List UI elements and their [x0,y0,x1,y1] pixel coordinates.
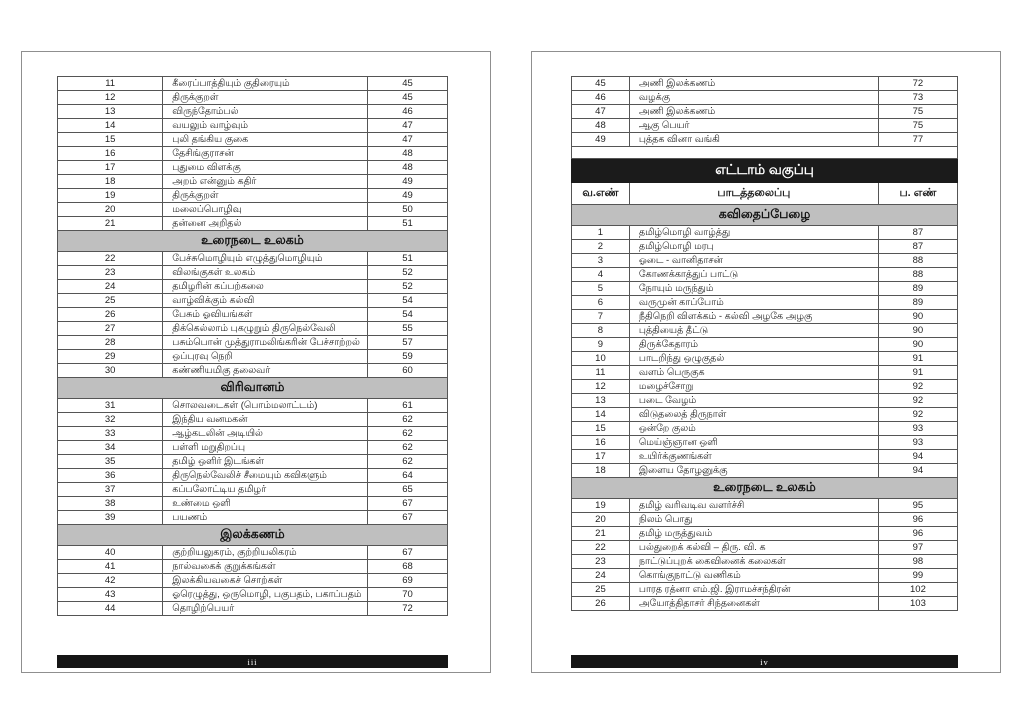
toc-row [58,511,448,525]
grade-header: எட்டாம் வகுப்பு [572,159,958,183]
row-title: பள்ளி மறுதிறப்பு [163,441,368,455]
row-number: 19 [58,189,163,203]
row-title: மழைச்சோறு [629,380,878,394]
page-number-label: iv [760,656,769,667]
row-title: கண்ணியமிகு தலைவர் [163,364,368,378]
row-title: கோணக்காத்துப் பாட்டு [629,268,878,282]
column-header-title: பாடத்தலைப்பு [629,183,878,205]
row-title: மலைப்பொழிவு [163,203,368,217]
row-title: வயலும் வாழ்வும் [163,119,368,133]
row-page: 52 [368,266,448,280]
toc-row [572,324,958,338]
toc-row [572,408,958,422]
spacer-row [572,147,958,159]
row-number: 21 [58,217,163,231]
column-header-serial: வ.எண் [572,183,630,205]
row-number: 47 [572,105,630,119]
row-number: 26 [572,597,630,611]
toc-row [572,240,958,254]
toc-row [572,366,958,380]
row-title: பசும்பொன் முத்துராமலிங்கரின் பேச்சாற்றல் [163,336,368,350]
row-page: 46 [368,105,448,119]
row-page: 47 [368,133,448,147]
row-number: 18 [58,175,163,189]
row-title: நீதிநெறி விளக்கம் - கல்வி அழகே அழகு [629,310,878,324]
row-number: 32 [58,413,163,427]
row-page: 59 [368,350,448,364]
toc-row [58,217,448,231]
section-header: உரைநடை உலகம் [58,231,448,252]
toc-row [58,308,448,322]
row-page: 88 [878,268,957,282]
row-page: 62 [368,413,448,427]
row-title: பயணம் [163,511,368,525]
row-title: ஓரெழுத்து, ஒருமொழி, பகுபதம், பகாப்பதம் [163,588,368,602]
toc-row [572,380,958,394]
toc-row [58,413,448,427]
row-page: 77 [878,133,957,147]
row-title: நிலம் பொது [629,513,878,527]
row-page: 99 [878,569,957,583]
toc-row [572,133,958,147]
row-title: பல்துறைக் கல்வி – திரு. வி. க [629,541,878,555]
row-number: 13 [572,394,630,408]
row-title: கீரைப்பாத்தியும் குதிரையும் [163,77,368,91]
row-page: 94 [878,464,957,478]
toc-row [572,513,958,527]
row-title: வழக்கு [629,91,878,105]
toc-row [58,574,448,588]
row-title: பாடறிந்து ஒழுகுதல் [629,352,878,366]
row-number: 1 [572,226,630,240]
toc-row [58,294,448,308]
row-page: 67 [368,546,448,560]
toc-row [58,147,448,161]
row-page: 70 [368,588,448,602]
row-page: 93 [878,422,957,436]
row-title: தமிழ்மொழி மரபு [629,240,878,254]
row-title: வருமுன் காப்போம் [629,296,878,310]
toc-row [58,252,448,266]
row-number: 20 [58,203,163,217]
row-page: 67 [368,511,448,525]
toc-row [58,266,448,280]
toc-row [58,364,448,378]
row-page: 72 [878,77,957,91]
toc-row [572,77,958,91]
row-page: 103 [878,597,957,611]
row-title: கப்பலோட்டிய தமிழர் [163,483,368,497]
row-page: 75 [878,105,957,119]
row-page: 96 [878,527,957,541]
row-title: தமிழ் மருத்துவம் [629,527,878,541]
row-title: தொழிற்பெயர் [163,602,368,616]
toc-row [572,499,958,513]
toc-row [58,560,448,574]
row-page: 57 [368,336,448,350]
row-number: 11 [572,366,630,380]
row-page: 90 [878,338,957,352]
row-page: 88 [878,254,957,268]
row-page: 49 [368,175,448,189]
row-page: 51 [368,217,448,231]
toc-row [58,189,448,203]
row-number: 5 [572,282,630,296]
row-number: 41 [58,560,163,574]
row-page: 45 [368,91,448,105]
row-page: 93 [878,436,957,450]
row-page: 75 [878,119,957,133]
row-number: 2 [572,240,630,254]
toc-row [58,602,448,616]
row-page: 69 [368,574,448,588]
toc-row [572,282,958,296]
row-number: 13 [58,105,163,119]
row-page: 54 [368,308,448,322]
toc-row [58,469,448,483]
row-number: 8 [572,324,630,338]
toc-row [58,91,448,105]
row-page: 62 [368,441,448,455]
row-number: 20 [572,513,630,527]
page-number-footer-right [571,655,958,668]
toc-row [572,569,958,583]
section-header-row [58,525,448,546]
row-page: 50 [368,203,448,217]
section-header: இலக்கணம் [58,525,448,546]
row-page: 102 [878,583,957,597]
toc-row [572,422,958,436]
row-page: 60 [368,364,448,378]
row-number: 48 [572,119,630,133]
row-number: 16 [58,147,163,161]
toc-row [58,105,448,119]
row-number: 33 [58,427,163,441]
row-page: 68 [368,560,448,574]
row-title: கொங்குநாட்டு வணிகம் [629,569,878,583]
row-number: 43 [58,588,163,602]
toc-row [58,546,448,560]
toc-row [572,268,958,282]
row-number: 10 [572,352,630,366]
toc-row [572,541,958,555]
toc-row [58,455,448,469]
section-header-row [58,231,448,252]
row-number: 45 [572,77,630,91]
page-number-footer-left [57,655,448,668]
row-title: பேச்சுமொழியும் எழுத்துமொழியும் [163,252,368,266]
row-page: 87 [878,240,957,254]
row-title: திருக்குறள் [163,189,368,203]
row-number: 3 [572,254,630,268]
row-number: 24 [572,569,630,583]
toc-row [572,226,958,240]
column-header-page: ப. எண் [878,183,957,205]
toc-row [58,483,448,497]
row-page: 97 [878,541,957,555]
section-header: விரிவானம் [58,378,448,399]
row-number: 37 [58,483,163,497]
row-page: 51 [368,252,448,266]
row-title: நாட்டுப்புறக் கைவினைக் கலைகள் [629,555,878,569]
toc-table-right [571,76,958,611]
row-number: 31 [58,399,163,413]
toc-row [58,350,448,364]
row-title: புதுமை விளக்கு [163,161,368,175]
row-number: 25 [58,294,163,308]
row-title: திக்கெல்லாம் புகழுறும் திருநெல்வேலி [163,322,368,336]
row-title: இளைய தோழனுக்கு [629,464,878,478]
toc-row [572,464,958,478]
row-title: திருநெல்வேலிச் சீமையும் கவிகளும் [163,469,368,483]
row-page: 54 [368,294,448,308]
row-number: 34 [58,441,163,455]
row-page: 55 [368,322,448,336]
toc-row [58,119,448,133]
row-number: 38 [58,497,163,511]
row-number: 19 [572,499,630,513]
row-title: திருக்குறள் [163,91,368,105]
row-number: 14 [572,408,630,422]
toc-page-left [21,51,491,673]
toc-row [572,105,958,119]
row-title: ஆகு பெயர் [629,119,878,133]
row-number: 49 [572,133,630,147]
row-page: 91 [878,366,957,380]
section-header-row [58,378,448,399]
row-title: விருந்தோம்பல் [163,105,368,119]
row-page: 92 [878,394,957,408]
row-page: 90 [878,310,957,324]
toc-row [58,588,448,602]
row-page: 94 [878,450,957,464]
row-number: 15 [572,422,630,436]
row-number: 24 [58,280,163,294]
row-page: 95 [878,499,957,513]
toc-table-right-body [572,77,958,611]
row-title: பாரத ரத்னா எம்.ஜி. இராமச்சந்திரன் [629,583,878,597]
row-number: 15 [58,133,163,147]
row-number: 22 [58,252,163,266]
toc-table-left-body [58,77,448,616]
row-page: 91 [878,352,957,366]
row-number: 26 [58,308,163,322]
toc-row [572,527,958,541]
row-number: 36 [58,469,163,483]
row-number: 12 [572,380,630,394]
row-title: விலங்குகள் உலகம் [163,266,368,280]
row-title: படை வேழம் [629,394,878,408]
row-page: 64 [368,469,448,483]
row-page: 52 [368,280,448,294]
toc-row [572,597,958,611]
toc-row [572,555,958,569]
toc-row [58,322,448,336]
row-title: குற்றியலுகரம், குற்றியலிகரம் [163,546,368,560]
row-title: அயோத்திதாசர் சிந்தனைகள் [629,597,878,611]
row-title: தமிழ் வரிவடிவ வளர்ச்சி [629,499,878,513]
toc-row [572,310,958,324]
section-header: கவிதைப்பேழை [572,205,958,226]
row-number: 18 [572,464,630,478]
row-number: 7 [572,310,630,324]
toc-row [572,450,958,464]
row-title: அறம் என்னும் கதிர் [163,175,368,189]
row-title: வாழ்விக்கும் கல்வி [163,294,368,308]
row-page: 73 [878,91,957,105]
toc-row [58,280,448,294]
row-page: 48 [368,161,448,175]
row-title: மெய்ஞ்ஞான ஒளி [629,436,878,450]
row-number: 29 [58,350,163,364]
toc-row [572,394,958,408]
column-header-row [572,183,958,205]
section-header-row [572,205,958,226]
toc-row [572,352,958,366]
grade-header-row [572,159,958,183]
row-page: 96 [878,513,957,527]
toc-row [58,427,448,441]
row-page: 89 [878,282,957,296]
section-header-row [572,478,958,499]
row-number: 9 [572,338,630,352]
toc-row [572,338,958,352]
row-title: புத்தக வினா வங்கி [629,133,878,147]
row-page: 72 [368,602,448,616]
row-title: தமிழ்மொழி வாழ்த்து [629,226,878,240]
row-page: 92 [878,380,957,394]
row-page: 87 [878,226,957,240]
row-page: 62 [368,455,448,469]
row-number: 17 [572,450,630,464]
row-page: 48 [368,147,448,161]
toc-row [58,441,448,455]
toc-row [58,161,448,175]
row-title: உயிர்க்குணங்கள் [629,450,878,464]
row-number: 22 [572,541,630,555]
toc-row [58,133,448,147]
row-number: 30 [58,364,163,378]
row-title: தமிழ் ஒளிர் இடங்கள் [163,455,368,469]
row-title: அணி இலக்கணம் [629,105,878,119]
spacer-cell [572,147,958,159]
toc-row [58,497,448,511]
row-page: 62 [368,427,448,441]
row-number: 16 [572,436,630,450]
row-title: அணி இலக்கணம் [629,77,878,91]
row-title: புத்தியைத் தீட்டு [629,324,878,338]
toc-row [572,583,958,597]
row-title: நோயும் மருந்தும் [629,282,878,296]
toc-row [572,296,958,310]
row-page: 45 [368,77,448,91]
row-number: 25 [572,583,630,597]
toc-row [58,399,448,413]
row-number: 42 [58,574,163,588]
row-number: 35 [58,455,163,469]
row-number: 40 [58,546,163,560]
row-page: 90 [878,324,957,338]
row-page: 89 [878,296,957,310]
toc-row [58,336,448,350]
row-title: தமிழரின் கப்பற்கலை [163,280,368,294]
row-page: 92 [878,408,957,422]
row-number: 14 [58,119,163,133]
row-page: 67 [368,497,448,511]
row-title: உண்மை ஒளி [163,497,368,511]
row-page: 47 [368,119,448,133]
row-title: வளம் பெருகுக [629,366,878,380]
row-page: 61 [368,399,448,413]
row-title: ஓடை - வானிதாசன் [629,254,878,268]
row-number: 23 [58,266,163,280]
row-number: 12 [58,91,163,105]
row-title: பேசும் ஓவியங்கள் [163,308,368,322]
row-title: தேசிங்குராசன் [163,147,368,161]
row-number: 28 [58,336,163,350]
page-number-label: iii [247,656,258,667]
row-number: 11 [58,77,163,91]
row-number: 27 [58,322,163,336]
row-number: 44 [58,602,163,616]
row-title: நால்வகைக் குறுக்கங்கள் [163,560,368,574]
row-title: ஒன்றே குலம் [629,422,878,436]
row-title: ஆழ்கடலின் அடியில் [163,427,368,441]
row-number: 39 [58,511,163,525]
toc-row [58,77,448,91]
row-number: 21 [572,527,630,541]
row-title: ஒப்புரவு நெறி [163,350,368,364]
row-title: திருக்கேதாரம் [629,338,878,352]
row-page: 65 [368,483,448,497]
row-title: தன்னை அறிதல் [163,217,368,231]
toc-row [572,119,958,133]
section-header: உரைநடை உலகம் [572,478,958,499]
toc-row [572,254,958,268]
row-number: 6 [572,296,630,310]
row-title: இலக்கியவகைச் சொற்கள் [163,574,368,588]
row-title: சொலவடைகள் (பொம்மலாட்டம்) [163,399,368,413]
toc-row [58,203,448,217]
toc-row [58,175,448,189]
row-number: 17 [58,161,163,175]
row-page: 98 [878,555,957,569]
toc-table-left [57,76,448,616]
row-number: 46 [572,91,630,105]
row-page: 49 [368,189,448,203]
row-title: விடுதலைத் திருநாள் [629,408,878,422]
toc-row [572,91,958,105]
row-title: புலி தங்கிய குகை [163,133,368,147]
toc-row [572,436,958,450]
toc-page-right [531,51,1001,673]
row-number: 4 [572,268,630,282]
row-title: இந்திய வனமகன் [163,413,368,427]
row-number: 23 [572,555,630,569]
